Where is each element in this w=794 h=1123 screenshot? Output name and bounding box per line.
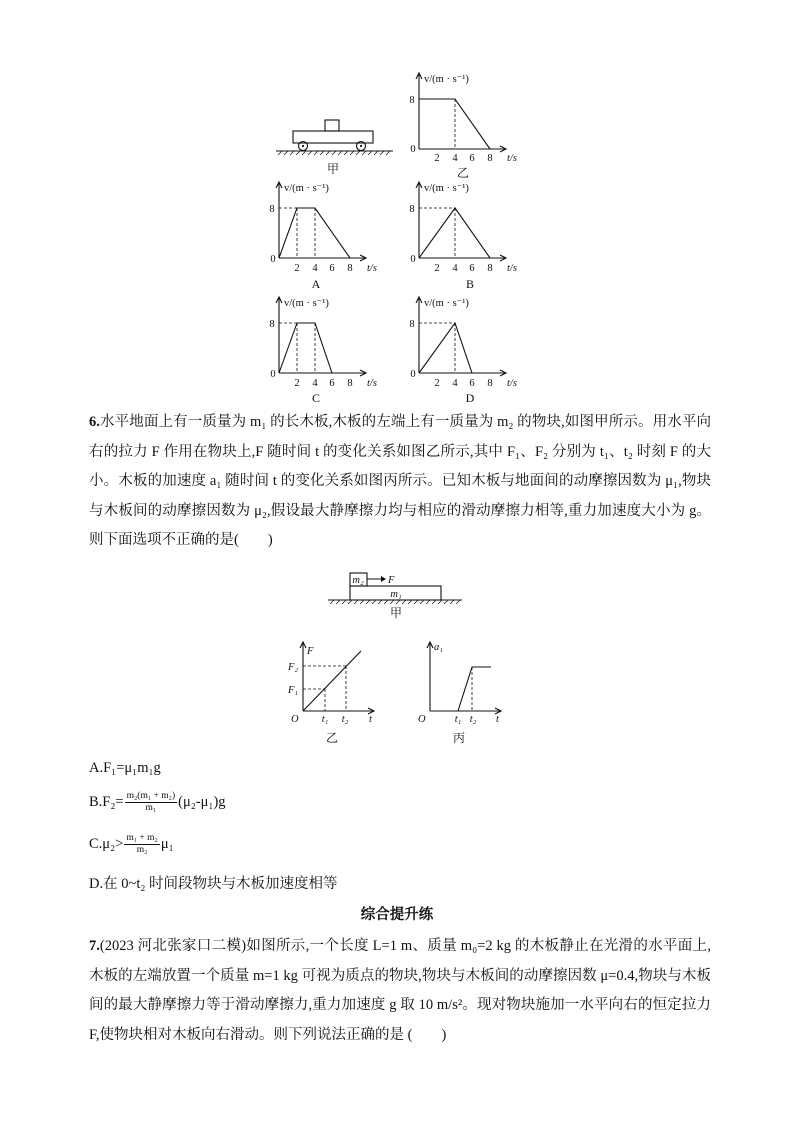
option-label-a: A — [311, 277, 321, 291]
t-tick-4: 4 — [452, 263, 458, 274]
q6-fig-bing-at — [418, 642, 501, 745]
fig-jia-cart — [276, 120, 393, 176]
m2-label: m₂ — [352, 575, 364, 586]
t-axis-label: t — [496, 714, 499, 725]
t-tick-2: 2 — [294, 378, 300, 389]
t-tick-8: 8 — [487, 153, 493, 164]
vt-line — [419, 323, 472, 373]
origin-O: O — [418, 714, 426, 725]
wheel-hub-right — [360, 145, 362, 147]
cart-block — [325, 120, 339, 131]
v-tick-8: 8 — [409, 95, 415, 106]
origin-label: 0 — [410, 369, 416, 380]
t-tick-4: 4 — [312, 263, 318, 274]
t-axis-label: t/s — [367, 263, 377, 274]
origin-label: 0 — [410, 254, 416, 265]
t-tick-2: 2 — [434, 153, 440, 164]
ground-hatch — [278, 151, 390, 155]
v-axis-label: v/(m · s⁻¹) — [424, 74, 469, 85]
t-tick-4: 4 — [452, 153, 458, 164]
frac-numerator: m₁ + m₂ — [126, 833, 158, 843]
frac-numerator: m₂(m₁ + m₂) — [126, 791, 176, 801]
q6-number: 6. — [89, 414, 100, 430]
t-axis-label: t/s — [507, 263, 517, 274]
option-c-fraction — [124, 833, 160, 856]
v-tick-8: 8 — [269, 319, 275, 330]
option-c-suffix: μ₁ — [160, 835, 174, 852]
caption-q6-jia: 甲 — [389, 606, 403, 620]
option-label-b: B — [465, 277, 475, 291]
t2-label: t₂ — [469, 714, 477, 725]
t-tick-6: 6 — [329, 263, 335, 274]
option-b-prefix: B.F₂= — [89, 793, 124, 810]
q6-option-a[interactable]: A.F₁=μ₁m₁g — [89, 760, 161, 776]
t-tick-6: 6 — [329, 378, 335, 389]
t-tick-2: 2 — [434, 378, 440, 389]
t-axis-label: t — [369, 714, 372, 725]
v-tick-8: 8 — [269, 204, 275, 215]
caption-q6-bing: 丙 — [452, 731, 466, 745]
t1-label: t₁ — [454, 714, 462, 725]
t-axis-label: t/s — [507, 153, 517, 164]
t-tick-2: 2 — [434, 263, 440, 274]
fig-option-d — [409, 297, 517, 405]
q6-option-c[interactable] — [89, 833, 174, 856]
q6-stem — [89, 408, 711, 556]
v-axis-label: v/(m · s⁻¹) — [284, 183, 329, 194]
F-label: F — [388, 575, 395, 586]
t1-label: t₁ — [321, 714, 329, 725]
t-tick-6: 6 — [469, 263, 475, 274]
vt-line — [419, 208, 490, 258]
caption-yi: 乙 — [456, 166, 470, 180]
t-tick-6: 6 — [469, 153, 475, 164]
q7-stem — [89, 932, 711, 1050]
t-tick-8: 8 — [347, 263, 353, 274]
option-label-d: D — [465, 391, 475, 405]
fig-yi-vt-graph — [409, 73, 517, 180]
section-title: 综合提升练 — [360, 906, 434, 923]
vt-line — [419, 99, 490, 149]
option-b-suffix: (μ₂-μ₁)g — [178, 793, 226, 810]
q7-number: 7. — [89, 938, 100, 954]
q6-option-d[interactable]: D.在 0~t₂ 时间段物块与木板加速度相等 — [89, 876, 338, 892]
q6-option-b[interactable] — [89, 791, 226, 814]
option-label-c: C — [311, 391, 321, 405]
v-axis-label: v/(m · s⁻¹) — [424, 298, 469, 309]
t-axis-label: t/s — [507, 378, 517, 389]
frac-denominator: m₂ — [136, 845, 148, 855]
q7-source: (2023 河北张家口二模) — [99, 938, 247, 954]
m1-label: m₁ — [390, 589, 402, 600]
t-tick-6: 6 — [469, 378, 475, 389]
vt-line — [279, 208, 350, 258]
t-tick-8: 8 — [487, 263, 493, 274]
F-t-line — [303, 651, 361, 711]
q7-text: 如图所示,一个长度 L=1 m、质量 m₀=2 kg 的木板静止在光滑的水平面上,木板的左端放置一个质量 m=1 kg 可视为质点的物块,物块与木板间的动摩擦因数 μ=0.4,物块与木板间的最大静摩擦力等于滑动摩擦力,重力加速度 g 取 10 m/s²。现对物块施加一水平向右的恒定拉力 F,使物块相对木板向右滑动。则下列说法正确的是 ( ) — [89, 938, 711, 1043]
wheel-hub-left — [302, 145, 304, 147]
q6-text: 水平地面上有一质量为 m₁ 的长木板,木板的左端上有一质量为 m₂ 的物块,如图甲所示。用水平向右的拉力 F 作用在物块上,F 随时间 t 的变化关系如图乙所示,其中 F₁、F₂ 分别为 t₁、t₂ 时刻 F 的大小。木板的加速度 a₁ 随时间 t 的变化关系如图丙所示。已知木板与地面间的动摩擦因数为 μ₁,物块与木板间的动摩擦因数为 μ₂,假设最大静摩擦力均与相应的滑动摩擦力相等,重力加速度大小为 g。则下面选项不正确的是( ) — [89, 414, 711, 548]
v-axis-label: v/(m · s⁻¹) — [424, 183, 469, 194]
origin-label: 0 — [410, 144, 416, 155]
option-b-fraction — [125, 791, 178, 814]
t2-label: t₂ — [341, 714, 349, 725]
t-tick-8: 8 — [347, 378, 353, 389]
origin-label: 0 — [270, 369, 276, 380]
a1-t-line — [430, 667, 491, 711]
v-tick-8: 8 — [409, 319, 415, 330]
q6-fig-jia — [328, 573, 462, 620]
origin-O: O — [291, 714, 299, 725]
t-tick-4: 4 — [312, 378, 318, 389]
caption-q6-yi: 乙 — [325, 731, 339, 745]
a1-axis-label: a₁ — [434, 642, 443, 653]
v-axis-label: v/(m · s⁻¹) — [284, 298, 329, 309]
q6-fig-yi-Ft — [287, 642, 374, 745]
fig-option-b — [409, 182, 517, 291]
fig-option-c — [269, 297, 377, 405]
caption-jia: 甲 — [326, 162, 340, 176]
t-tick-2: 2 — [294, 263, 300, 274]
fig-option-a — [269, 182, 377, 291]
vt-line — [279, 323, 332, 373]
option-c-prefix: C.μ₂> — [89, 835, 124, 852]
frac-denominator: m₁ — [145, 803, 157, 813]
F-axis-label: F — [307, 646, 314, 657]
t-axis-label: t/s — [367, 378, 377, 389]
t-tick-8: 8 — [487, 378, 493, 389]
v-tick-8: 8 — [409, 204, 415, 215]
F2-label: F₂ — [288, 662, 299, 673]
origin-label: 0 — [270, 254, 276, 265]
F1-label: F₁ — [288, 685, 299, 696]
t-tick-4: 4 — [452, 378, 458, 389]
